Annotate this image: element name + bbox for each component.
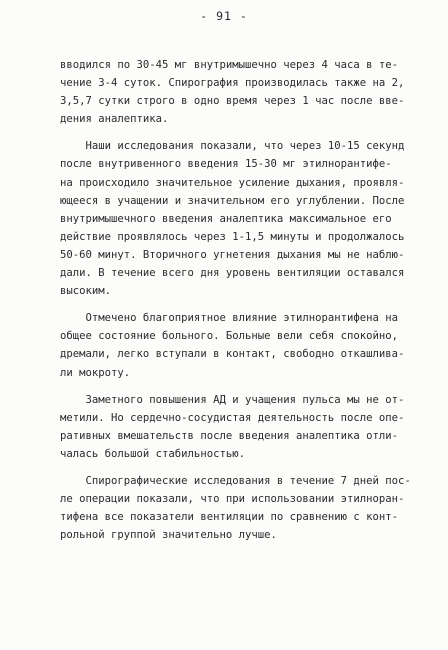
text-line: чение 3-4 суток. Спирография производилась также на 2, [60,77,405,90]
text-line: Спирографические исследования в течение 7 дней пос- [60,474,411,487]
text-line: высоким. [60,285,112,298]
text-line: действие проявлялось через 1-1,5 минуты и продолжалось [60,230,405,243]
text-line: рольной группой значительно лучше. [60,529,277,542]
text-line: ративных вмешательств после введения аналептика отли- [60,429,399,442]
text-line: общее состояние больного. Больные вели себя спокойно, [60,330,399,343]
text-line: внутримышечного введения аналептика максимальное его [60,212,392,225]
text-line: дали. В течение всего дня уровень вентиляции оставался [60,267,405,280]
text-line: ле операции показали, что при использовании этилноран- [60,493,405,506]
paragraph-2 [60,137,412,300]
text-line: после внутривенного введения 15-30 мг этилнорантифе- [60,158,392,171]
text-line: метили. Но сердечно-сосудистая деятельность после опе- [60,411,405,424]
text-line: Отмечено благоприятное влияние этилнорантифена на [60,312,399,325]
paragraph-1 [60,56,412,128]
text-line: Заметного повышения АД и учащения пульса мы не от- [60,393,405,406]
text-line: тифена все показатели вентиляции по сравнению с конт- [60,511,399,524]
text-line: дремали, легко вступали в контакт, свободно откашлива- [60,348,405,361]
paragraph-5 [60,472,412,544]
text-line: 3,5,7 сутки строго в одно время через 1 час после вве- [60,95,405,108]
text-line: 50-60 минут. Вторичного угнетения дыхания мы не наблю- [60,248,405,261]
text-line: ли мокроту. [60,366,131,379]
paragraph-4 [60,391,412,463]
body-text [60,56,412,553]
paragraph-3 [60,309,412,381]
text-line: Наши исследования показали, что через 10-15 секунд [60,140,405,153]
text-line: ющееся в учащении и значительном его углублении. После [60,194,405,207]
text-line: чалась большой стабильностью. [60,447,245,460]
text-line: на происходило значительное усиление дыхания, проявля- [60,176,405,189]
page-number: - 91 - [200,9,248,23]
text-line: вводился по 30-45 мг внутримышечно через 4 часа в те- [60,59,399,71]
text-line: дения аналептика. [60,113,169,126]
